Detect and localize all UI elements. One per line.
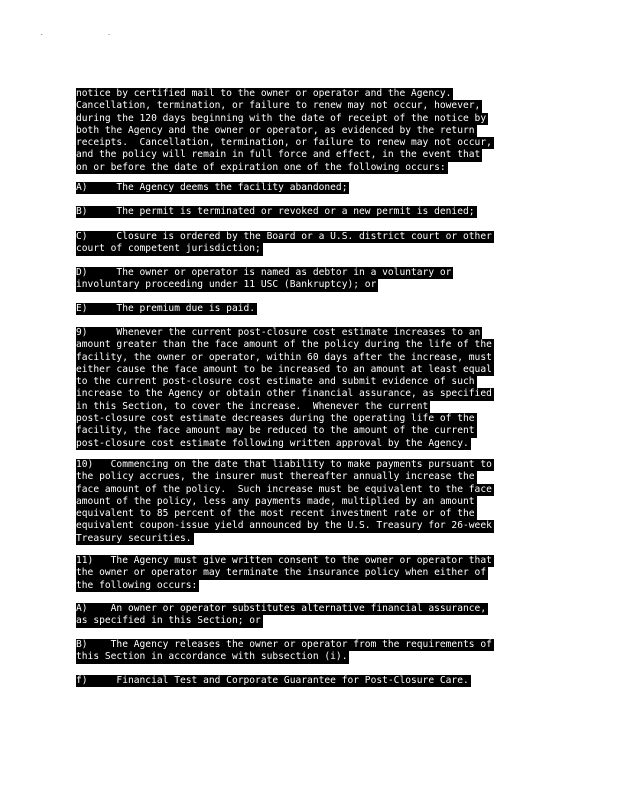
text-line: Cancellation, termination, or failure to renew may not occur, however,	[76, 100, 481, 112]
text-line: this Section in accordance with subsection (i).	[76, 651, 348, 663]
text-line: B) The Agency releases the owner or operator from the requirements of	[76, 639, 492, 650]
text-line: A) The Agency deems the facility abandoned;	[76, 182, 348, 193]
paragraph-item-b	[76, 206, 477, 218]
paragraph-item-c	[76, 231, 494, 256]
paragraph-item-a	[76, 182, 349, 194]
text-line: and the policy will remain in full force and effect, in the event that	[76, 149, 481, 161]
paragraph-item-e	[76, 303, 257, 315]
text-line: on or before the date of expiration one of the following occurs:	[76, 161, 446, 173]
text-line: notice by certified mail to the owner or operator and the Agency.	[76, 88, 452, 99]
text-line: 11) The Agency must give written consent to the owner or operator that	[76, 555, 492, 566]
text-line: D) The owner or operator is named as debtor in a voluntary or	[76, 267, 452, 278]
text-line: facility, the owner or operator, within 60 days after the increase, must	[76, 351, 492, 363]
text-line: post-closure cost estimate following written approval by the Agency.	[76, 437, 469, 449]
text-line: E) The premium due is paid.	[76, 303, 256, 314]
paragraph-section-10	[76, 459, 494, 545]
scan-specks: . .	[40, 30, 141, 37]
text-line: post-closure cost estimate decreases during the operating life of the	[76, 413, 475, 425]
text-line: C) Closure is ordered by the Board or a U.S. district court or other	[76, 231, 492, 242]
text-line: court of competent jurisdiction;	[76, 243, 261, 255]
text-line: increase to the Agency or obtain other financial assurance, as specified	[76, 388, 492, 400]
text-line: involuntary proceeding under 11 USC (Bankruptcy); or	[76, 279, 377, 291]
heading-financial-test	[76, 675, 471, 687]
text-line: both the Agency and the owner or operator, as evidenced by the return	[76, 124, 475, 136]
text-line: equivalent to 85 percent of the most recent investment rate or of the	[76, 508, 475, 520]
paragraph-section-11-b	[76, 639, 494, 664]
text-line: in this Section, to cover the increase. Whenever the current	[76, 400, 429, 412]
text-line: Treasury securities.	[76, 532, 192, 544]
text-line: 10) Commencing on the date that liability to make payments pursuant to	[76, 459, 492, 470]
text-line: either cause the face amount to be increased to an amount at least equal	[76, 363, 492, 375]
text-line: as specified in this Section; or	[76, 615, 261, 627]
text-line: the policy accrues, the insurer must thereafter annually increase the	[76, 471, 475, 483]
text-line: amount of the policy, less any payments made, multiplied by an amount	[76, 495, 475, 507]
text-line: facility, the face amount may be reduced to the amount of the current	[76, 425, 475, 437]
paragraph-cancellation-notice	[76, 88, 494, 174]
text-line: the owner or operator may terminate the insurance policy when either of	[76, 567, 487, 579]
text-line: amount greater than the face amount of the policy during the life of the	[76, 339, 492, 351]
text-line: B) The permit is terminated or revoked or a new permit is denied;	[76, 206, 475, 217]
text-line: equivalent coupon-issue yield announced by the U.S. Treasury for 26-week	[76, 520, 492, 532]
text-line: receipts. Cancellation, termination, or failure to renew may not occur,	[76, 137, 492, 149]
text-line: f) Financial Test and Corporate Guarantee for Post-Closure Care.	[76, 675, 469, 686]
paragraph-section-11-a	[76, 603, 488, 628]
text-line: 9) Whenever the current post-closure cost estimate increases to an	[76, 327, 481, 338]
text-line: to the current post-closure cost estimate and submit evidence of such	[76, 376, 475, 388]
paragraph-section-11	[76, 555, 494, 592]
paragraph-section-9	[76, 327, 494, 450]
paragraph-item-d	[76, 267, 453, 292]
text-line: face amount of the policy. Such increase must be equivalent to the face	[76, 483, 492, 495]
text-line: the following occurs:	[76, 579, 198, 591]
text-line: during the 120 days beginning with the date of receipt of the notice by	[76, 112, 487, 124]
text-line: A) An owner or operator substitutes alternative financial assurance,	[76, 603, 487, 614]
